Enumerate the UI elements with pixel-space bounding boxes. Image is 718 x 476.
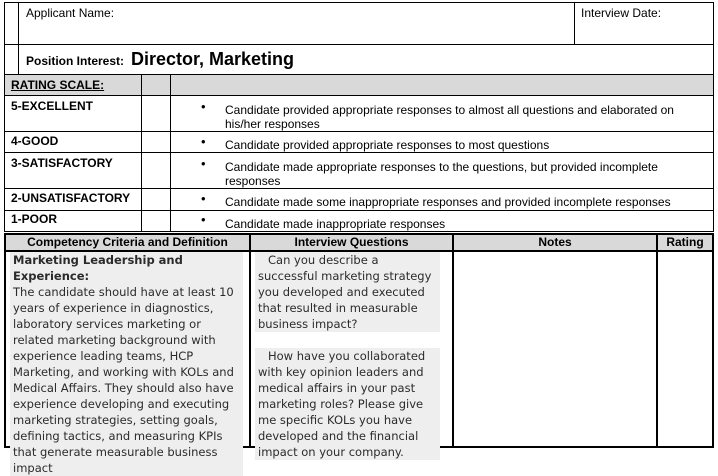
rating-scale-header (4, 74, 142, 96)
header-notes: Notes (538, 235, 572, 249)
rating-level-1-spacer (141, 210, 171, 232)
rating-level-2-description (170, 188, 714, 211)
rating-level-4-description (170, 131, 714, 153)
interview-question-1: Can you describe a successful marketing strategy you developed and executed that resulted in measurable business impact? (255, 252, 440, 332)
applicant-row-marker (4, 2, 19, 45)
interview-date-field[interactable] (574, 2, 714, 45)
rating-level-2-spacer (141, 188, 171, 211)
rating-description: Candidate made some inappropriate responses and provided incomplete responses (225, 195, 671, 209)
rating-level-label: 4-GOOD (11, 134, 59, 148)
header-rating: Rating (666, 235, 704, 249)
rating-cell[interactable] (660, 252, 710, 444)
rating-level-label: 1-POOR (11, 212, 58, 226)
interview-date-label: Interview Date: (581, 6, 662, 20)
rating-scale-header-description (170, 74, 714, 96)
rating-level-3-spacer (141, 152, 171, 189)
rating-description: Candidate made appropriate responses to the questions, but provided incomplete responses (225, 160, 658, 188)
rating-level-4-spacer (141, 131, 171, 153)
rating-level-label: 5-EXCELLENT (11, 99, 94, 113)
rating-level-2 (4, 188, 142, 211)
bullet-icon: • (201, 134, 206, 149)
bullet-icon: • (201, 99, 206, 114)
rating-level-label: 3-SATISFACTORY (11, 156, 113, 170)
bullet-icon: • (201, 212, 206, 227)
bullet-icon: • (201, 156, 206, 171)
rating-level-label: 2-UNSATISFACTORY (11, 191, 131, 205)
notes-cell[interactable] (456, 252, 654, 444)
position-interest-label: Position Interest: (26, 54, 125, 68)
interview-question-2: How have you collaborated with key opinion leaders and medical affairs in your past marketing roles? Please give me specific KOLs you have developed and the financial impact on your company. (255, 348, 440, 460)
rating-level-4 (4, 131, 142, 153)
rating-scale-title: RATING SCALE: (11, 78, 105, 92)
rating-level-3-description (170, 152, 714, 189)
header-competency-criteria: Competency Criteria and Definition (27, 235, 228, 249)
position-interest-value: Director, Marketing (131, 49, 295, 69)
competency-criteria-cell (10, 252, 246, 475)
position-row-marker (4, 44, 19, 75)
header-interview-questions: Interview Questions (294, 235, 409, 249)
rating-description: Candidate made inappropriate responses (225, 217, 446, 231)
interview-questions-cell (255, 252, 450, 459)
rating-scale-header-spacer (141, 74, 171, 96)
criteria-title: Marketing Leadership and Experience: (13, 253, 183, 283)
rating-description: Candidate provided appropriate responses to almost all questions and elaborated on his/her responses (225, 103, 674, 131)
rating-level-5 (4, 95, 142, 132)
rating-level-1-description (170, 210, 714, 232)
column-divider (249, 235, 251, 446)
bullet-icon: • (201, 191, 206, 206)
competency-table (4, 233, 714, 475)
criteria-description: The candidate should have at least 10 years of experience in diagnostics, laboratory services marketing or related marketing background with experience leading teams, HCP Marketing, and working with KOLs and Medical Affairs. They should also have experience developing and executing marketing strategies, setting goals, defining tactics, and measuring KPIs that generate measurable business impact (13, 285, 234, 475)
rating-level-5-description (170, 95, 714, 132)
rating-level-5-spacer (141, 95, 171, 132)
column-divider (452, 235, 454, 446)
column-divider (656, 235, 658, 446)
rating-level-1 (4, 210, 142, 232)
position-interest-row (18, 44, 714, 75)
applicant-name-field[interactable] (18, 2, 575, 45)
criteria-text-block (10, 252, 243, 476)
applicant-name-label: Applicant Name: (26, 6, 115, 20)
rating-description: Candidate provided appropriate responses to most questions (225, 138, 550, 152)
rating-level-3 (4, 152, 142, 189)
